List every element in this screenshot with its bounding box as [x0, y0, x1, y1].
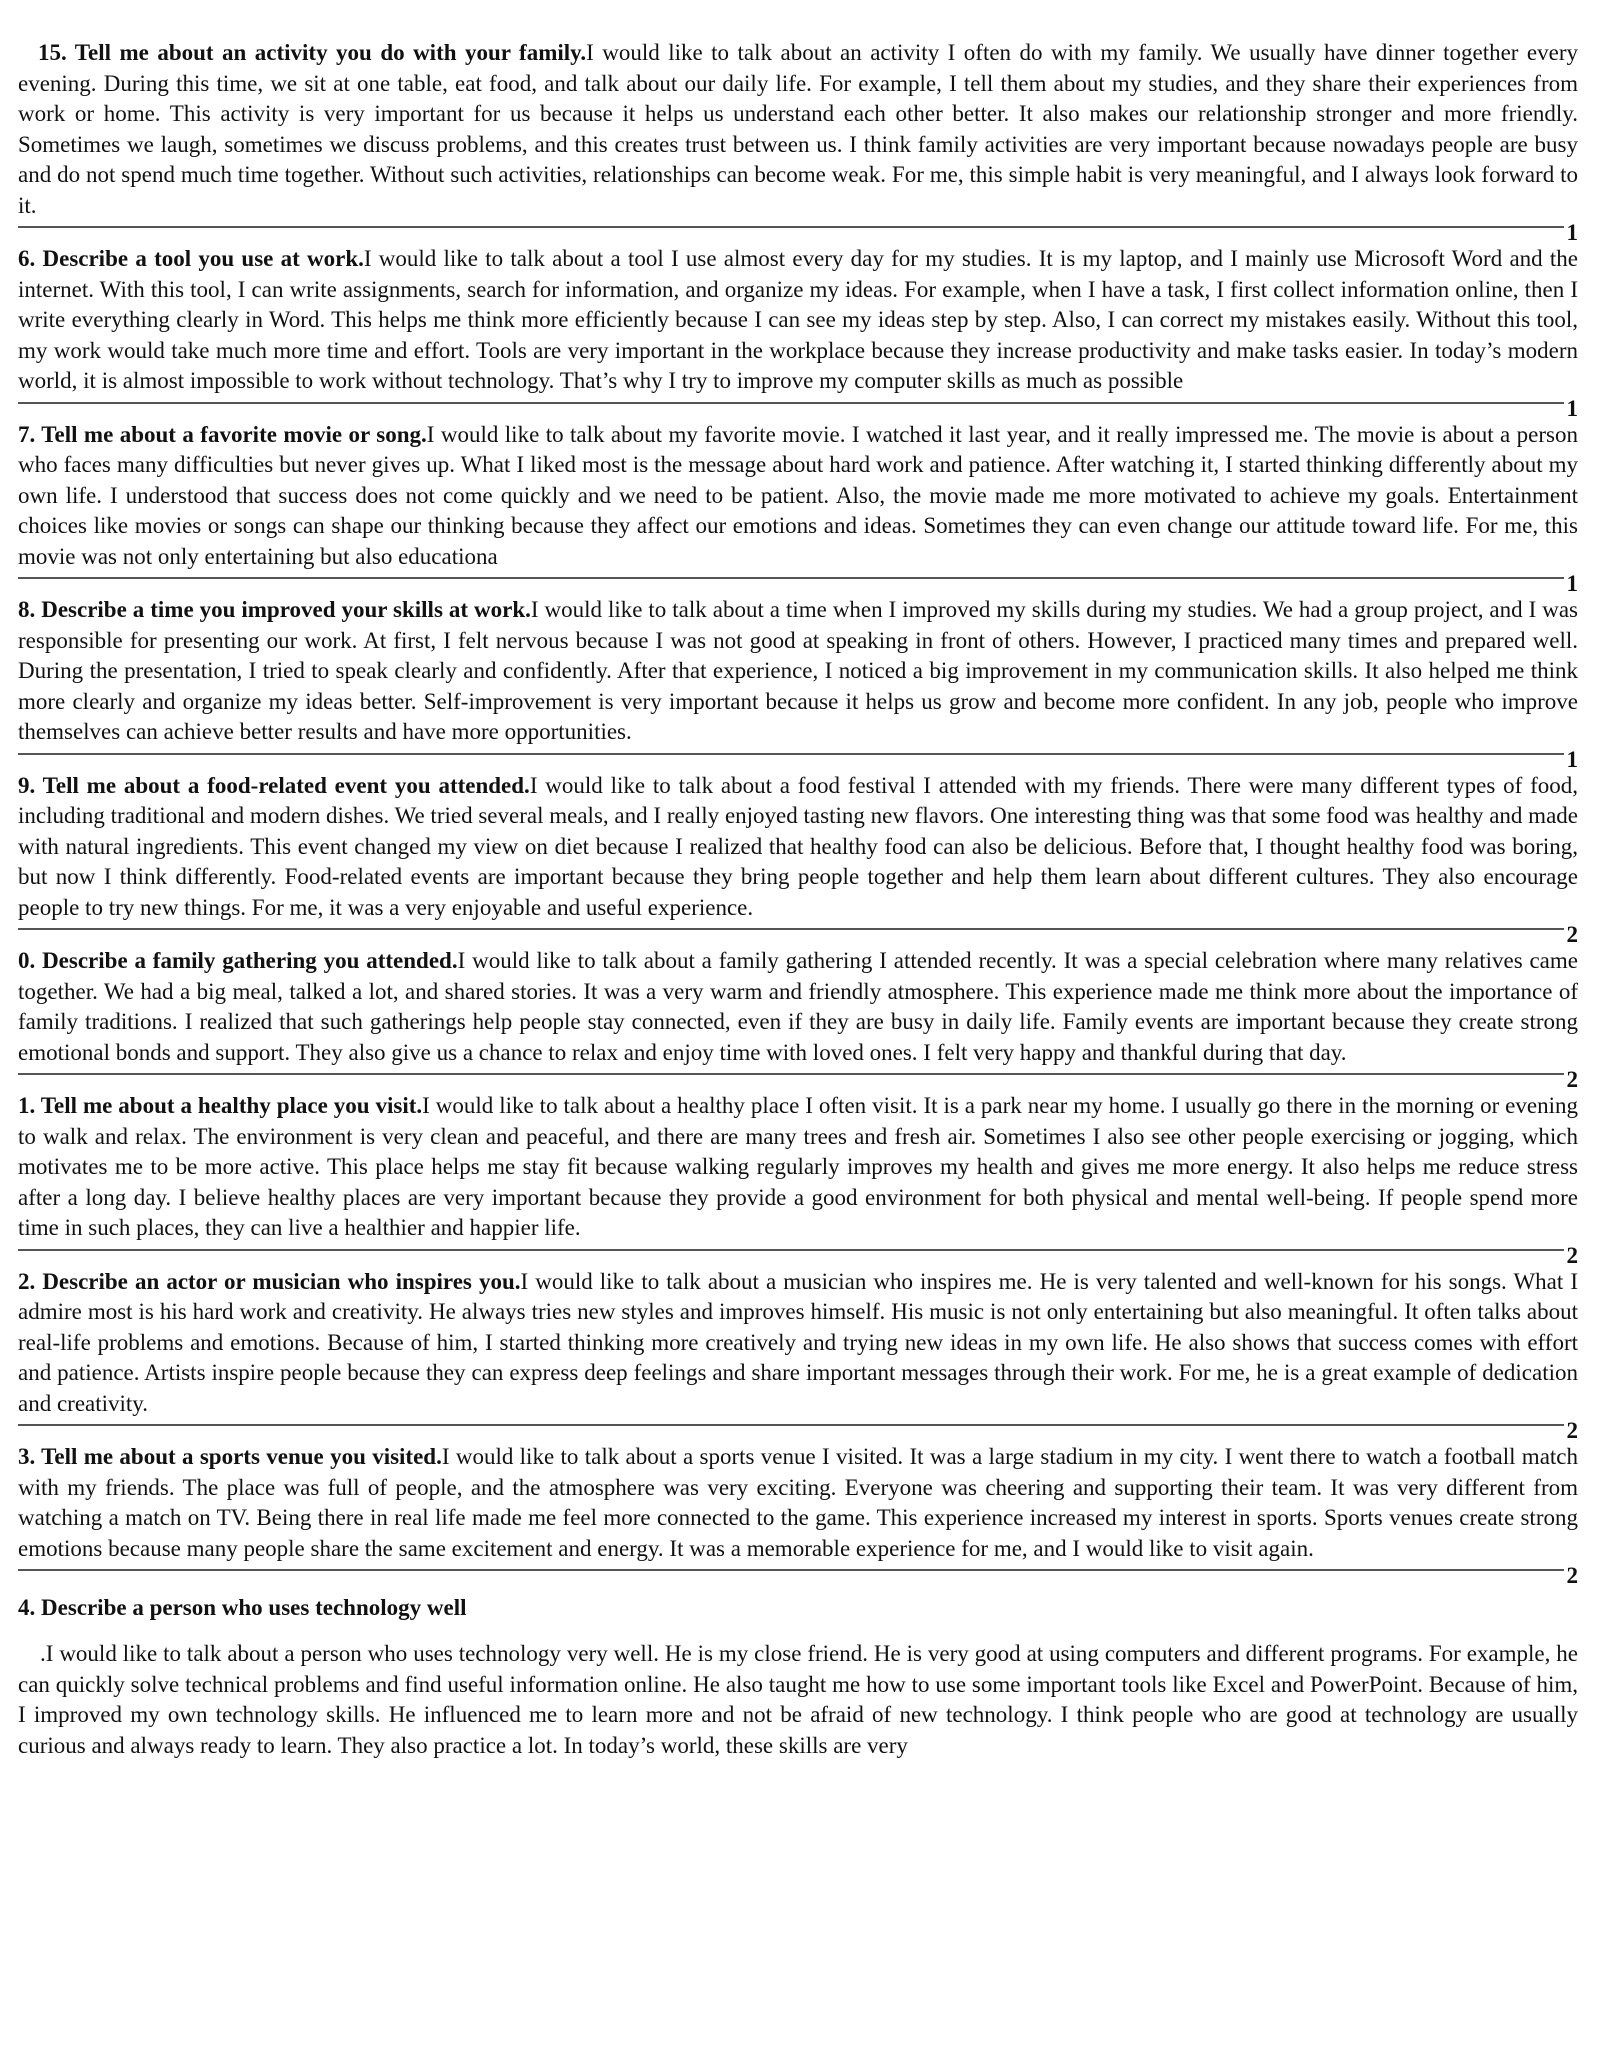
- section-15: [18, 38, 1578, 221]
- section-3: [18, 1442, 1578, 1564]
- section-separator: [18, 1068, 1578, 1091]
- separator-line: [18, 1424, 1564, 1426]
- document: [18, 38, 1578, 1761]
- separator-line: [18, 226, 1564, 228]
- page-number: 1: [1566, 571, 1578, 596]
- page-number: 2: [1566, 1563, 1578, 1588]
- separator-line: [18, 577, 1564, 579]
- page-number: 1: [1566, 395, 1578, 421]
- section-title: 6. Describe a tool you use at work.: [18, 246, 364, 271]
- section-8: [18, 595, 1578, 748]
- section-body: I would like to talk about a healthy place I often visit. It is a park near my home. I usually go there in the morning or evening to walk and relax. The environment is very clean and peaceful, and there are many trees and fresh air. Sometimes I also see other people exercising or jogging, which motivates me to be more active. This place helps me stay fit because walking regularly improves my health and gives me more energy. It also helps me reduce stress after a long day. I believe healthy places are very important because they provide a good environment for both physical and mental well-being. If people spend more time in such places, they can live a healthier and happier life.: [18, 1093, 1578, 1240]
- page-number: 2: [1566, 922, 1578, 947]
- section-title: 0. Describe a family gathering you attended.: [18, 948, 458, 973]
- section-6: [18, 244, 1578, 397]
- separator-line: [18, 1249, 1564, 1251]
- section-separator: [18, 1244, 1578, 1267]
- section-body: I would like to talk about an activity I often do with my family. We usually have dinner together every evening. During this time, we sit at one table, eat food, and talk about our daily life. For example, I tell them about my studies, and they share their experiences from work or home. This activity is very important for us because it helps us understand each other better. It also makes our relationship stronger and more friendly. Sometimes we laugh, sometimes we discuss problems, and this creates trust between us. I think family activities are very important because nowadays people are busy and do not spend much time together. Without such activities, relationships can become weak. For me, this simple habit is very meaningful, and I always look forward to it.: [18, 40, 1578, 218]
- page-number: 2: [1566, 1242, 1578, 1268]
- section-separator: [18, 1564, 1578, 1587]
- section-0: [18, 946, 1578, 1068]
- page-number: 2: [1566, 1067, 1578, 1092]
- section-body: I would like to talk about a food festival I attended with my friends. There were many different types of food, including traditional and modern dishes. We tried several meals, and I really enjoyed tasting new flavors. One interesting thing was that some food was healthy and made with natural ingredients. This event changed my view on diet because I realized that healthy food can also be delicious. Before that, I thought healthy food was boring, but now I think differently. Food-related events are important because they bring people together and help them learn about different cultures. They also encourage people to try new things. For me, it was a very enjoyable and useful experience.: [18, 772, 1578, 920]
- section-separator: [18, 397, 1578, 420]
- separator-line: [18, 928, 1564, 930]
- section-body: I would like to talk about a time when I improved my skills during my studies. We had a group project, and I was responsible for presenting our work. At first, I felt nervous because I was not good at speaking in front of others. However, I practiced many times and prepared well. During the presentation, I tried to speak clearly and confidently. After that experience, I noticed a big improvement in my communication skills. It also helped me think more clearly and organize my ideas better. Self-improvement is very important because it helps us grow and become more confident. In any job, people who improve themselves can achieve better results and have more opportunities.: [18, 597, 1578, 744]
- separator-line: [18, 402, 1564, 404]
- section-body: I would like to talk about a musician who inspires me. He is very talented and well-known for his songs. What I admire most is his hard work and creativity. He always tries new styles and improves himself. His music is not only entertaining but also meaningful. It often talks about real-life problems and emotions. Because of him, I started thinking more creatively and trying new ideas in my own life. He also shows that success comes with effort and patience. Artists inspire people because they can express deep feelings and share important messages through their work. For me, he is a great example of dedication and creativity.: [18, 1268, 1578, 1416]
- section-body: I would like to talk about a sports venue I visited. It was a large stadium in my city. I went there to watch a football match with my friends. The place was full of people, and the atmosphere was very exciting. Everyone was cheering and supporting their team. It was very different from watching a match on TV. Being there in real life made me feel more connected to the game. This experience increased my interest in sports. Sports venues create strong emotions because many people share the same excitement and energy. It was a memorable experience for me, and I would like to visit again.: [18, 1444, 1579, 1561]
- section-separator: [18, 221, 1578, 244]
- section-title: 15. Tell me about an activity you do with your family.: [38, 40, 587, 65]
- page-number: 1: [1566, 220, 1578, 245]
- section-title: 9. Tell me about a food-related event you attended.: [18, 772, 530, 798]
- section-1: [18, 1091, 1578, 1244]
- separator-line: [18, 1569, 1564, 1571]
- section-4-body: .I would like to talk about a person who uses technology very well. He is my close friend. He is very good at using computers and different programs. For example, he can quickly solve technical problems and find useful information online. He also taught me how to use some important tools like Excel and PowerPoint. Because of him, I improved my own technology skills. He influenced me to learn more and not be afraid of new technology. I think people who are good at technology are usually curious and always ready to learn. They also practice a lot. In today’s world, these skills are very: [18, 1641, 1578, 1758]
- section-separator: [18, 572, 1578, 595]
- section-separator: [18, 748, 1578, 771]
- separator-line: [18, 1073, 1564, 1075]
- section-body: I would like to talk about a family gathering I attended recently. It was a special celebration where many relatives came together. We had a big meal, talked a lot, and shared stories. It was a very warm and friendly atmosphere. This experience made me think more about the importance of family traditions. I realized that such gatherings help people stay connected, even if they are busy in daily life. Family events are important because they create strong emotional bonds and support. They also give us a chance to relax and enjoy time with loved ones. I felt very happy and thankful during that day.: [18, 948, 1578, 1065]
- page-number: 2: [1566, 1418, 1578, 1443]
- section-9: [18, 771, 1578, 924]
- section-title: 8. Describe a time you improved your skills at work.: [18, 597, 531, 622]
- section-title: 3. Tell me about a sports venue you visited.: [18, 1444, 442, 1469]
- separator-line: [18, 753, 1564, 755]
- section-4-title: 4. Describe a person who uses technology well: [18, 1595, 467, 1620]
- section-title: 1. Tell me about a healthy place you visit.: [18, 1093, 423, 1118]
- section-2: [18, 1267, 1578, 1420]
- section-separator: [18, 923, 1578, 946]
- page-number: 1: [1566, 746, 1578, 772]
- section-body: I would like to talk about a tool I use almost every day for my studies. It is my laptop, and I mainly use Microsoft Word and the internet. With this tool, I can write assignments, search for information, and organize my ideas. For example, when I have a task, I first collect information online, then I write everything clearly in Word. This helps me think more efficiently because I can see my ideas step by step. Also, I can correct my mistakes easily. Without this tool, my work would take much more time and effort. Tools are very important in the workplace because they increase productivity and make tasks easier. In today’s modern world, it is almost impossible to work without technology. That’s why I try to improve my computer skills as much as possible: [18, 246, 1578, 393]
- section-title: 2. Describe an actor or musician who inspires you.: [18, 1268, 521, 1294]
- section-7: [18, 420, 1578, 573]
- section-title: 7. Tell me about a favorite movie or song.: [18, 421, 427, 447]
- section-separator: [18, 1419, 1578, 1442]
- section-body: I would like to talk about my favorite movie. I watched it last year, and it really impressed me. The movie is about a person who faces many difficulties but never gives up. What I liked most is the message about hard work and patience. After watching it, I started thinking differently about my own life. I understood that success does not come quickly and we need to be patient. Also, the movie made me more motivated to achieve my goals. Entertainment choices like movies or songs can shape our thinking because they affect our emotions and ideas. Sometimes they can even change our attitude toward life. For me, this movie was not only entertaining but also educationa: [18, 421, 1578, 569]
